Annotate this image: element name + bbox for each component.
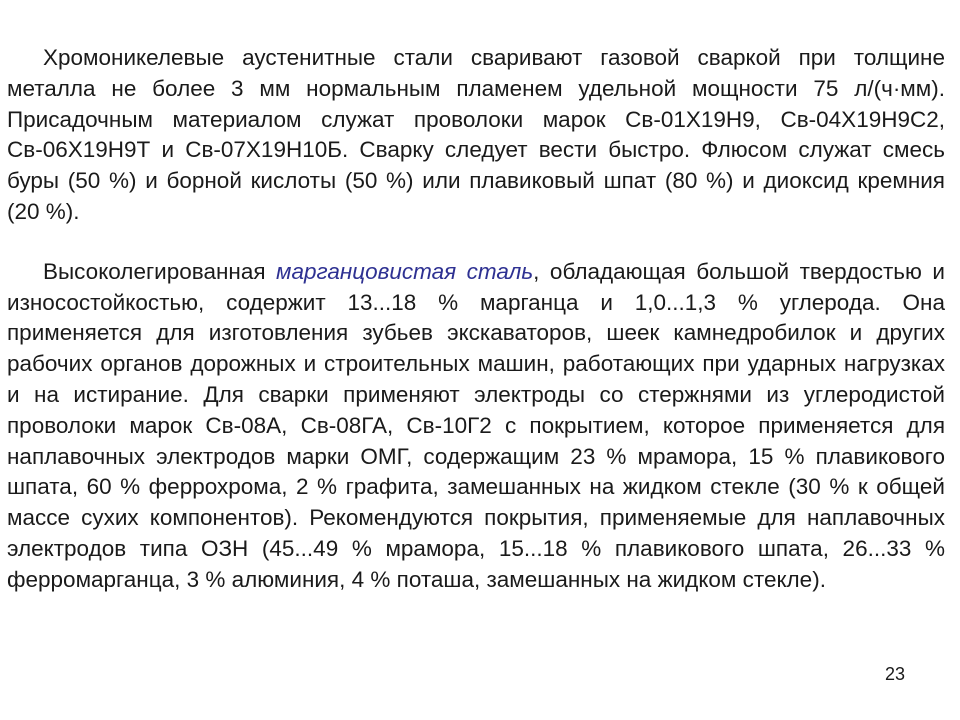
slide-body bbox=[7, 43, 945, 596]
page-number: 23 bbox=[884, 664, 906, 684]
paragraph-lead-text: Высоколегированная bbox=[43, 258, 277, 284]
paragraph-rest-text: , обладающая большой твердостью и износостойкостью, содержит 13...18 % марганца и 1,0...1,3 % углерода. Она применяется для изготовления зубьев экскаваторов, шеек камнедробилок и других рабочих органов дорожных и строительных машин, работающих при ударных нагрузках и на истирание. Для сварки применяют электроды со стержнями из углеродистой проволоки марок Св-08А, Св-08ГА, Св-10Г2 с покрытием, которое применяется для наплавочных электродов марки ОМГ, содержащим 23 % мрамора, 15 % плавикового шпата, 60 % феррохрома, 2 % графита, замешанных на жидком стекле (30 % к общей массе сухих компонентов). Рекомендуются покрытия, применяемые для наплавочных электродов типа ОЗН (45...49 % мрамора, 15...18 % плавикового шпата, 26...33 % ферромарганца, 3 % алюминия, 4 % поташа, замешанных на жидком стекле). bbox=[7, 258, 945, 592]
highlighted-term: марганцовистая сталь bbox=[276, 258, 534, 284]
paragraph-manganese-steel bbox=[7, 257, 945, 596]
paragraph-chromium-nickel-steels: Хромоникелевые аустенитные стали сваривают газовой сваркой при толщине металла не более 3 мм нормальным пламенем удельной мощности 75 л/(ч·мм). Присадочным материалом служат проволоки марок Св-01Х19Н9, Св-04Х19Н9С2, Св-06Х19Н9Т и Св-07Х19Н10Б. Сварку следует вести быстро. Флюсом служат смесь буры (50 %) и борной кислоты (50 %) или плавиковый шпат (80 %) и диоксид кремния (20 %). bbox=[7, 45, 945, 224]
paragraph-gap bbox=[7, 228, 945, 257]
